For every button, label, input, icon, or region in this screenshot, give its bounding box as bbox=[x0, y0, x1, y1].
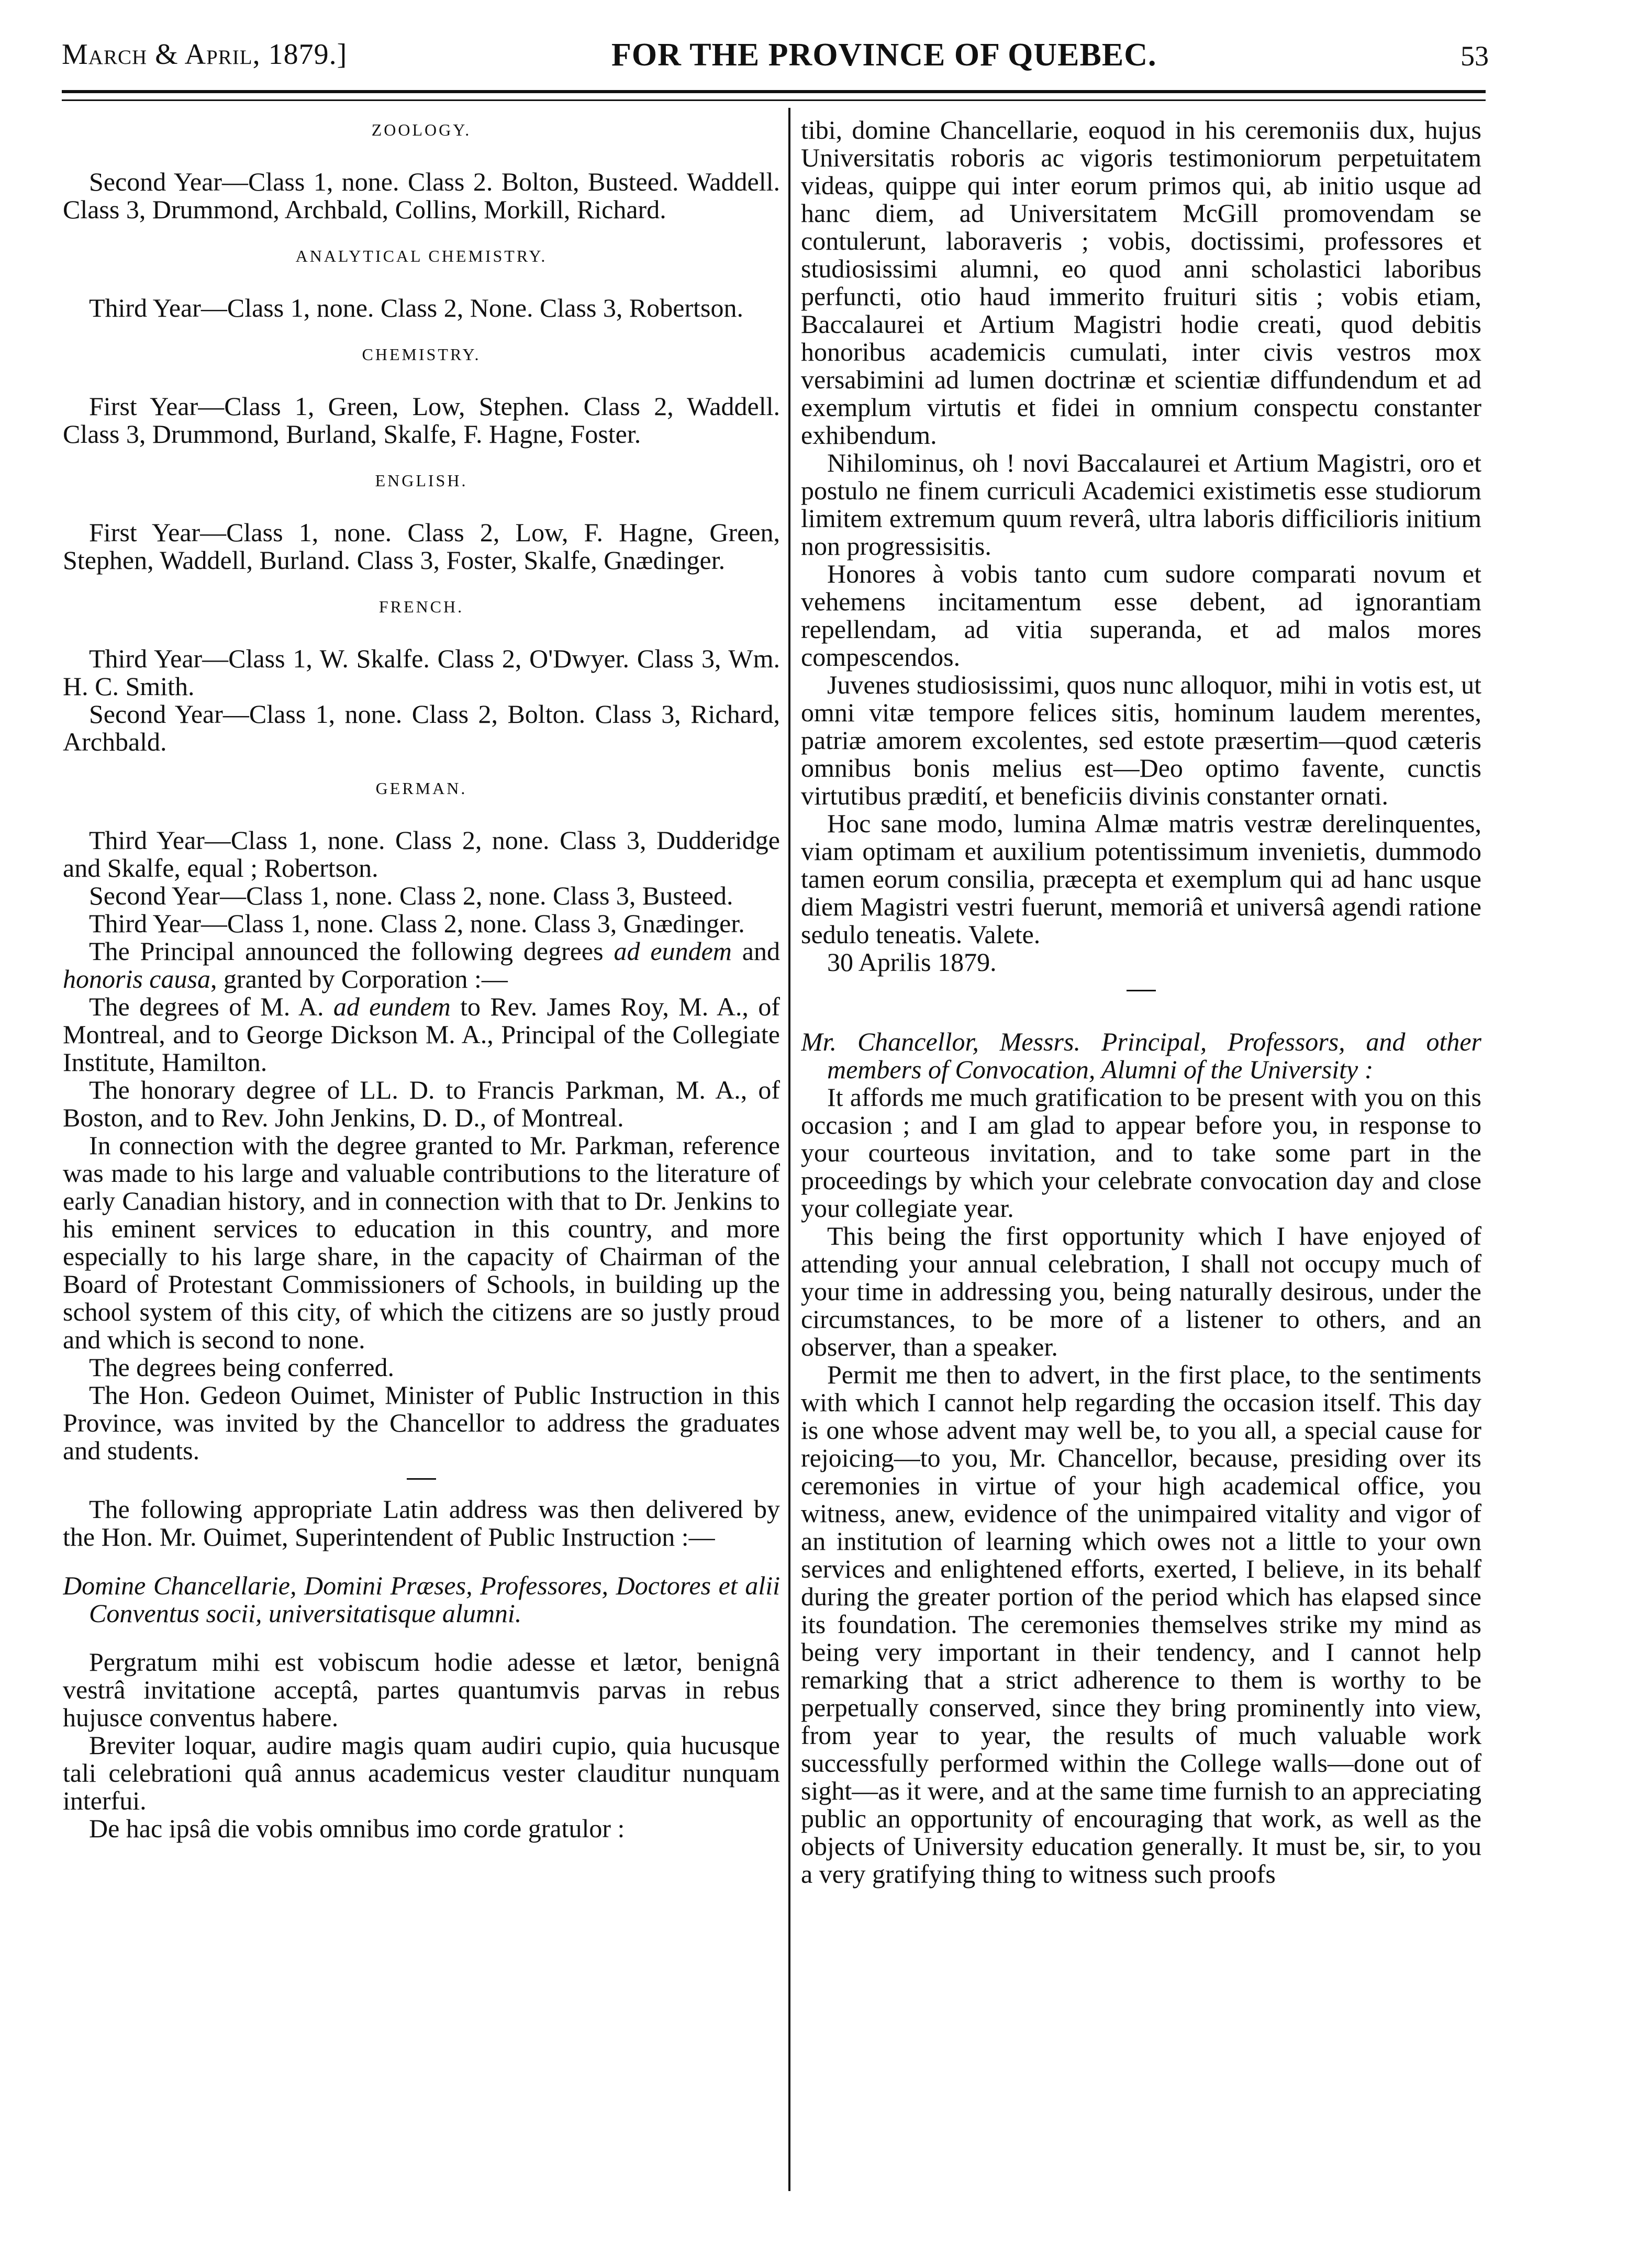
section-heading-german: GERMAN. bbox=[375, 779, 467, 798]
paragraph: Second Year—Class 1, none. Class 2. Bolton, Busteed. Waddell. Class 3, Drummond, Archbald, Collins, Morkill, Richard. bbox=[63, 167, 780, 224]
paragraph: The honorary degree of LL. D. to Francis Parkman, M. A., of Boston, and to Rev. John Jenkins, D. D., of Montreal. bbox=[63, 1075, 780, 1132]
running-head bbox=[62, 33, 1489, 75]
paragraph: This being the first opportunity which I have enjoyed of attending your annual celebration, I shall not occupy much of your time in addressing you, being naturally desirous, under the circumstances, to be more of a listener to others, and an observer, than a speaker. bbox=[801, 1221, 1481, 1361]
spacer bbox=[63, 1551, 780, 1572]
text-run: , granted by Corporation :— bbox=[210, 964, 508, 993]
paragraph: It affords me much gratification to be present with you on this occasion ; and I am glad to appear before you, in response to your courteous invitation, and to take some part in the proceedings by which your celebrate convocation day and close your collegiate year. bbox=[801, 1082, 1481, 1223]
paragraph: The degrees being conferred. bbox=[89, 1353, 395, 1382]
paragraph-latin-continued: tibi, domine Chancellarie, eoquod in his ceremoniis dux, hujus Universitatis roboris ac vigoris testimoniorum perpetuitatem videas, quippe qui inter eorum primos qui, ab initio usque ad hanc diem, ad Universitatem McGill promovendam se contulerunt, laboraveris ; vobis, doctissimi, professores et studiosissimi alumni, eo quod anni scholastici laboribus perfuncti, otio haud immerito fruituri sitis ; vobis etiam, Baccalaurei et Artium Magistri hodie creati, quod debitis honoribus academicis cumulati, inter civis vestros mox versabimini ad lumen doctrinæ et scientiæ diffundendum et ad exemplum virtutis et fidei in omnium conspectu constanter exhibendum. bbox=[801, 116, 1481, 450]
section-heading-zoology: ZOOLOGY. bbox=[371, 120, 472, 139]
right-column bbox=[801, 116, 1481, 2189]
section-heading-french: FRENCH. bbox=[378, 597, 464, 616]
page-number: 53 bbox=[1461, 40, 1489, 72]
text-run: The Principal announced the following degrees bbox=[89, 936, 614, 966]
paragraph: Pergratum mihi est vobiscum hodie adesse et lætor, benignâ vestrâ invitatione acceptâ, partes quantumvis parvas in rebus hujusce conventus habere. bbox=[63, 1647, 780, 1732]
header-rule-thick bbox=[62, 90, 1486, 93]
column-rule bbox=[788, 108, 790, 2191]
paragraph: Third Year—Class 1, none. Class 2, None. Class 3, Robertson. bbox=[89, 293, 743, 322]
italic-run: ad eundem bbox=[333, 992, 451, 1021]
paragraph: Hoc sane modo, lumina Almæ matris vestræ derelinquentes, viam optimam et auxilium potentissimum invenietis, dummodo tamen eorum consilia, præcepta et exemplum qui ad hanc usque diem Magistri vestri fuerunt, memoriâ et universâ agendi ratione sedulo teneatis. Valete. bbox=[801, 809, 1481, 949]
paragraph: Third Year—Class 1, none. Class 2, none. Class 3, Dudderidge and Skalfe, equal ; Robertson. bbox=[63, 825, 780, 882]
spacer bbox=[801, 1007, 1481, 1028]
italic-run: ad eundem bbox=[614, 936, 732, 966]
section-dash bbox=[1127, 990, 1156, 991]
paragraph-ma-degrees bbox=[63, 993, 780, 1076]
paragraph: First Year—Class 1, Green, Low, Stephen. Class 2, Waddell. Class 3, Drummond, Burland, Skalfe, F. Hagne, Foster. bbox=[63, 392, 780, 449]
paragraph: Second Year—Class 1, none. Class 2, Bolton. Class 3, Richard, Archbald. bbox=[63, 699, 780, 756]
paragraph-degrees-announcement bbox=[63, 937, 780, 993]
left-column bbox=[63, 116, 780, 2189]
paragraph: The Hon. Gedeon Ouimet, Minister of Public Instruction in this Province, was invited by the Chancellor to address the graduates and students. bbox=[63, 1380, 780, 1465]
italic-run: honoris causa bbox=[63, 964, 210, 993]
section-heading-chemistry: CHEMISTRY. bbox=[362, 345, 481, 364]
text-run: and bbox=[731, 936, 780, 966]
paragraph: Juvenes studiosissimi, quos nunc alloquor, mihi in votis est, ut omni vitæ tempore felices sitis, hominum laudem merentes, patriæ amorem excolentes, sed estote præsertim—quod cæteris omnibus bonis melius est—Deo optimo favente, cunctis virtutibus prædití, et beneficiis divinis constanter ornati. bbox=[801, 670, 1481, 810]
paragraph: De hac ipsâ die vobis omnibus imo corde gratulor : bbox=[89, 1814, 625, 1843]
paragraph: Honores à vobis tanto cum sudore comparati novum et vehemens incitamentum esse debent, ad ignorantiam repellendam, ad vitia superanda, et ad malos mores compescendos. bbox=[801, 559, 1481, 672]
paragraph: Nihilominus, oh ! novi Baccalaurei et Artium Magistri, oro et postulo ne finem curriculi Academici existimetis esse studiorum limitem extremum quum reverâ, ultra laboris difficilioris initium non progressisitis. bbox=[801, 448, 1481, 561]
issue-date: March & April, 1879.] bbox=[62, 38, 348, 71]
section-heading-english: ENGLISH. bbox=[375, 471, 468, 490]
paragraph: Permit me then to advert, in the first place, to the sentiments with which I cannot help regarding the occasion itself. This day is one whose advent may well be, to you all, a special cause for rejoicing—to you, Mr. Chancellor, because, presiding over its ceremonies in virtue of your high academical office, you witness, anew, evidence of the unimpaired vitality and vigor of an institution of learning which owes not a little to your own services and enlightened efforts, exerted, I believe, in its behalf during the greater portion of the period which has elapsed since its foundation. The ceremonies themselves strike my mind as being very important in their tendency, and I cannot help remarking that a strict adherence to them is worthy to be perpetually conserved, since they bring prominently into view, from year to year, the results of much valuable work successfully performed within the College walls—done out of sight—as it were, and at the same time furnish to an appreciating public an opportunity of encouraging that work, as well as the objects of University education generally. It must be, sir, to you a very gratifying thing to witness such proofs bbox=[801, 1360, 1481, 1889]
text-run: The degrees of M. A. bbox=[89, 992, 333, 1021]
paragraph: First Year—Class 1, none. Class 2, Low, F. Hagne, Green, Stephen, Waddell, Burland. Class 3, Foster, Skalfe, Gnædinger. bbox=[63, 518, 780, 575]
paragraph: In connection with the degree granted to Mr. Parkman, reference was made to his large and valuable contributions to the literature of early Canadian history, and in connection with that to Dr. Jenkins to his eminent services to education in this country, and more especially to his large share, in the capacity of Chairman of the Board of Protestant Commissioners of Schools, in building up the school system of this city, of which the citizens are so justly proud and which is second to none. bbox=[63, 1131, 780, 1354]
paragraph-latin-intro: The following appropriate Latin address was then delivered by the Hon. Mr. Ouimet, Superintendent of Public Instruction :— bbox=[63, 1494, 780, 1551]
text-run: to Rev. James Roy, M. A., of Montreal, and to George Dickson M. A., Principal of the Collegiate Institute, Hamilton. bbox=[63, 992, 780, 1077]
paragraph: Third Year—Class 1, W. Skalfe. Class 2, O'Dwyer. Class 3, Wm. H. C. Smith. bbox=[63, 644, 780, 701]
latin-dateline: 30 Aprilis 1879. bbox=[827, 947, 997, 977]
header-rule-thin bbox=[62, 99, 1486, 101]
paragraph: Breviter loquar, audire magis quam audiri cupio, quia hucusque tali celebrationi quâ annus academicus vester clauditur nunquam interfui. bbox=[63, 1730, 780, 1815]
section-dash bbox=[407, 1478, 436, 1480]
section-heading-analytical-chemistry: ANALYTICAL CHEMISTRY. bbox=[295, 247, 548, 265]
spacer bbox=[63, 1627, 780, 1648]
latin-salutation: Domine Chancellarie, Domini Præses, Professores, Doctores et alii Conventus socii, universitatisque alumni. bbox=[63, 1571, 780, 1628]
paragraph: Third Year—Class 1, none. Class 2, none. Class 3, Gnædinger. bbox=[89, 909, 745, 938]
journal-title: FOR THE PROVINCE OF QUEBEC. bbox=[611, 37, 1157, 73]
english-salutation: Mr. Chancellor, Messrs. Principal, Professors, and other members of Convocation, Alumni of the University : bbox=[801, 1027, 1481, 1084]
paragraph: Second Year—Class 1, none. Class 2, none. Class 3, Busteed. bbox=[89, 881, 733, 910]
